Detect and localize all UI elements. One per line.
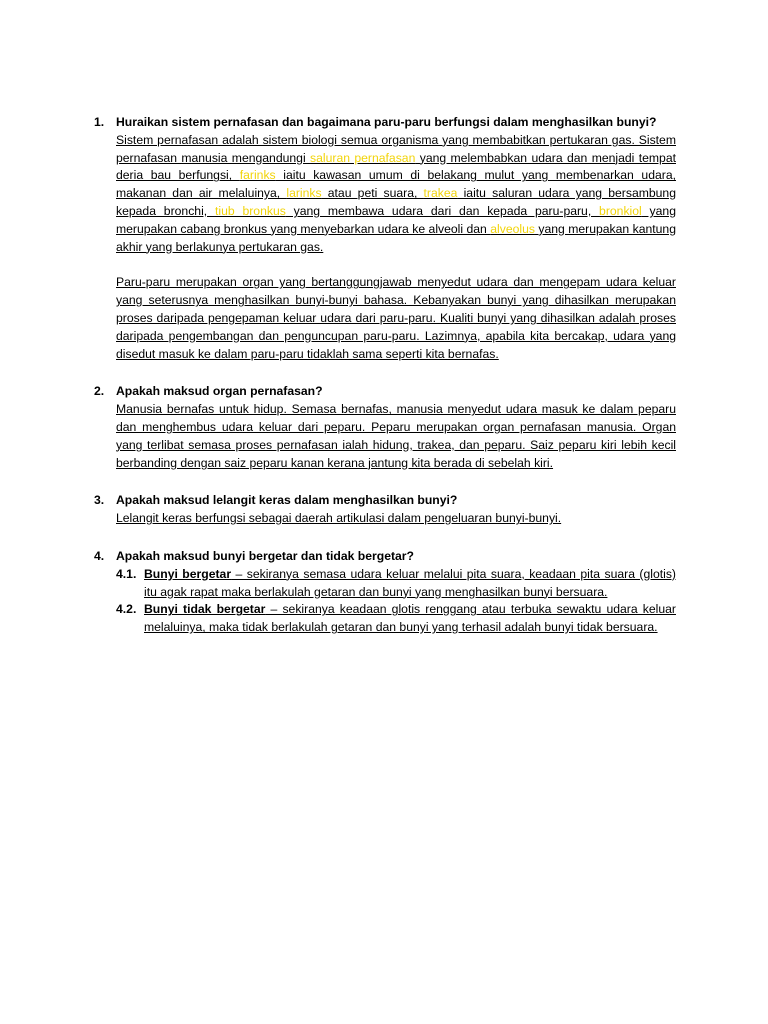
question-number: 2. bbox=[94, 384, 105, 399]
answer-text: iaitu saluran udara yang bersambung kepada bronchi, bbox=[116, 186, 676, 218]
highlight-term: trakea bbox=[423, 186, 458, 201]
sub-answer-4-2 bbox=[116, 601, 676, 637]
question-text: Apakah maksud bunyi bergetar dan tidak bergetar? bbox=[116, 548, 414, 563]
answer-text: atau peti suara, bbox=[321, 186, 424, 201]
sub-answer-4-1 bbox=[116, 566, 676, 602]
question-1 bbox=[94, 114, 676, 132]
sub-answer-text bbox=[144, 566, 676, 602]
answer-2: Manusia bernafas untuk hidup. Semasa bernafas, manusia menyedut udara masuk ke dalam peparu dan menghembus udara keluar dari peparu. Peparu merupakan organ pernafasan manusia. Organ yang terlibat semasa proses pernafasan ialah hidung, trakea, dan peparu. Saiz peparu kiri lebih kecil berbanding dengan saiz peparu kanan kerana jantung kita berada di sebelah kiri. bbox=[116, 402, 676, 470]
answer-1-paragraph-1 bbox=[116, 132, 676, 257]
sub-answer-text bbox=[144, 601, 676, 637]
highlight-term: bronkiol bbox=[599, 203, 642, 218]
question-text: Apakah maksud organ pernafasan? bbox=[116, 384, 323, 399]
answer-text: yang merupakan cabang bronkus yang menyebarkan udara ke alveoli dan bbox=[116, 203, 676, 236]
answer-text: iaitu kawasan umum di belakang mulut yang membenarkan udara, makanan dan air melaluinya, bbox=[116, 168, 676, 201]
answer-text: Sistem pernafasan adalah sistem biologi semua organisma yang membabitkan pertukaran gas. Sistem pernafasan manusia mengandungi bbox=[116, 132, 676, 165]
answer-text: yang melembabkan udara dan menjadi tempat deria bau berfungsi, bbox=[116, 150, 676, 183]
question-2 bbox=[94, 383, 676, 401]
sub-number: 4.1. bbox=[116, 566, 137, 581]
highlight-term: larinks bbox=[286, 186, 322, 201]
answer-1-paragraph-2: Paru-paru merupakan organ yang bertanggungjawab menyedut udara dan mengepam udara keluar yang seterusnya menghasilkan bunyi-bunyi bahasa. Kebanyakan bunyi yang dihasilkan merupakan proses daripada pengepaman keluar udara dari paru-paru. Kualiti bunyi yang dihasilkan adalah proses daripada pengembangan dan penguncupan paru-paru. Lazimnya, apabila kita bercakap, udara yang disedut masuk ke dalam paru-paru tidaklah sama seperti kita bernafas. bbox=[116, 275, 676, 361]
question-number: 4. bbox=[94, 548, 105, 563]
question-number: 1. bbox=[94, 115, 105, 129]
highlight-term: saluran pernafasan bbox=[310, 150, 416, 165]
highlight-term: farinks bbox=[239, 168, 276, 183]
answer-text: yang merupakan kantung akhir yang berlakunya pertukaran gas. bbox=[116, 221, 676, 254]
question-text: Apakah maksud lelangit keras dalam menghasilkan bunyi? bbox=[116, 493, 458, 508]
highlight-term: tiub bronkus bbox=[214, 203, 286, 218]
document-body bbox=[94, 114, 676, 637]
sub-term: Bunyi bergetar bbox=[144, 566, 232, 581]
sub-definition: – sekiranya keadaan glotis renggang atau terbuka sewaktu udara keluar melaluinya, maka tidak berlakulah getaran dan bunyi yang terhasil adalah bunyi tidak bersuara. bbox=[144, 602, 676, 635]
answer-3: Lelangit keras berfungsi sebagai daerah artikulasi dalam pengeluaran bunyi-bunyi. bbox=[116, 511, 562, 526]
sub-number: 4.2. bbox=[116, 602, 137, 617]
answer-text: yang membawa udara dari dan kepada paru-paru, bbox=[285, 203, 600, 218]
sub-definition: – sekiranya semasa udara keluar melalui pita suara, keadaan pita suara (glotis) itu agak rapat maka berlakulah getaran dan bunyi yang menghasilkan bunyi bersuara. bbox=[144, 566, 676, 599]
question-4 bbox=[94, 548, 676, 566]
highlight-term: alveolus bbox=[490, 221, 535, 236]
question-3 bbox=[94, 492, 676, 510]
question-number: 3. bbox=[94, 493, 105, 508]
sub-term: Bunyi tidak bergetar bbox=[144, 602, 266, 617]
question-text: Huraikan sistem pernafasan dan bagaimana paru-paru berfungsi dalam menghasilkan bunyi? bbox=[116, 115, 657, 129]
